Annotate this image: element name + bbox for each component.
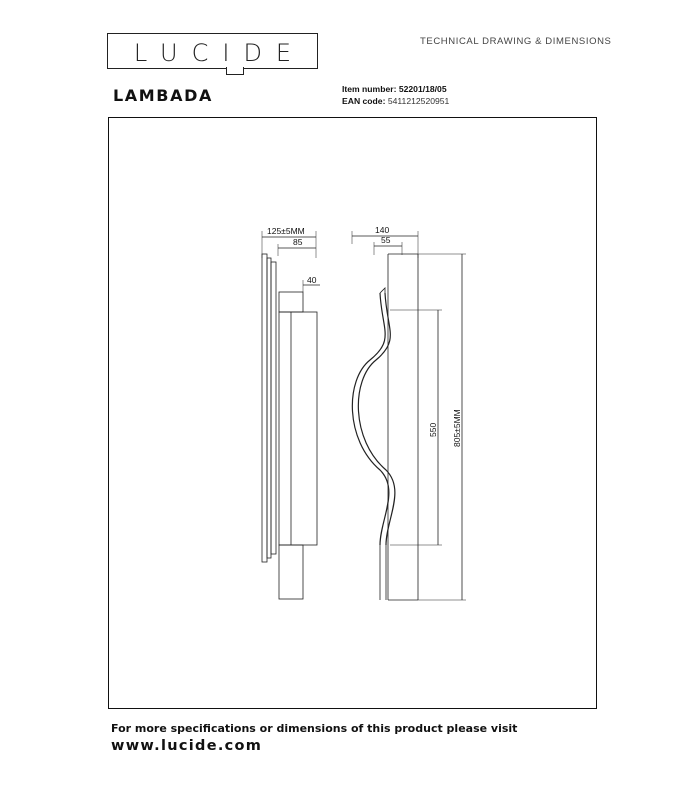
wave-light-front bbox=[352, 293, 389, 545]
ean-code-label: EAN code: bbox=[342, 96, 386, 106]
top-bracket bbox=[279, 292, 303, 312]
item-number-value: 52201/18/05 bbox=[398, 84, 447, 94]
item-number-label: Item number: bbox=[342, 84, 397, 94]
wave-light-back bbox=[358, 293, 395, 545]
logo-text: LUCIDE bbox=[133, 39, 306, 67]
ean-code-value: 5411212520951 bbox=[387, 96, 450, 106]
light-tail bbox=[380, 545, 386, 600]
document-type-label: TECHNICAL DRAWING & DIMENSIONS bbox=[420, 36, 612, 47]
label-bracket: 40 bbox=[307, 275, 317, 285]
side-view bbox=[262, 231, 320, 599]
label-depth: 85 bbox=[293, 237, 303, 247]
website-link[interactable]: www.lucide.com bbox=[111, 738, 263, 754]
label-width: 140 bbox=[375, 225, 390, 235]
wall-plate-inner bbox=[267, 258, 271, 558]
light-top-cap bbox=[380, 288, 385, 293]
bottom-bracket bbox=[279, 545, 303, 599]
footer-note: For more specifications or dimensions of this product please visit bbox=[111, 722, 518, 735]
label-total-depth: 125±5MM bbox=[267, 226, 305, 236]
wall-plate bbox=[262, 254, 267, 562]
lamp-body bbox=[279, 312, 317, 545]
label-light-height: 550 bbox=[428, 422, 438, 437]
label-light-width: 55 bbox=[381, 235, 391, 245]
label-total-height: 805±5MM bbox=[452, 409, 462, 447]
front-view bbox=[352, 231, 466, 600]
product-name: LAMBADA bbox=[113, 86, 213, 105]
mount-rail bbox=[271, 262, 276, 554]
